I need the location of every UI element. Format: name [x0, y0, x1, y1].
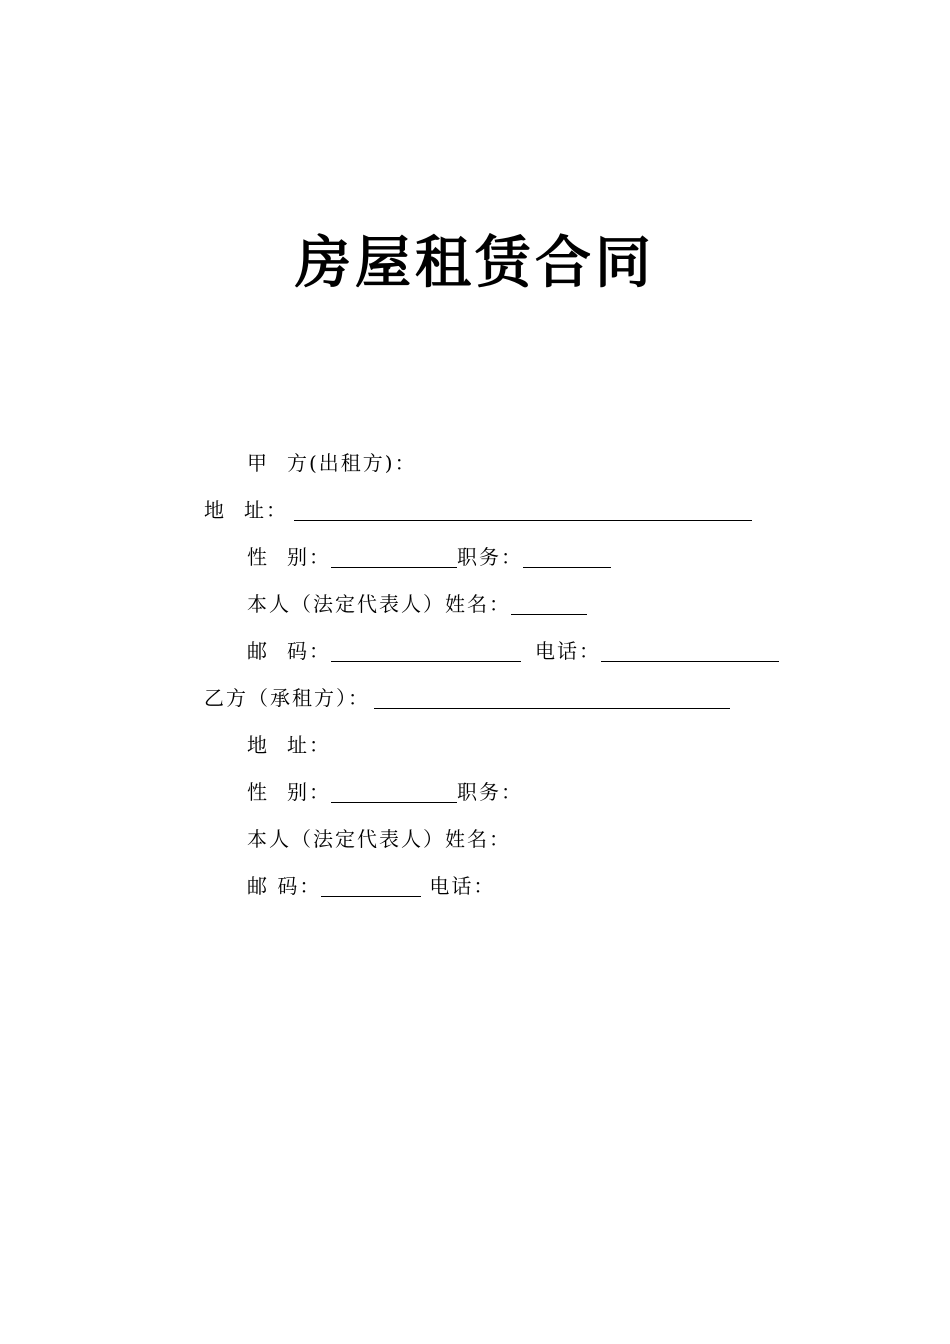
party-b-rep-row [247, 824, 511, 854]
party-a-gender-blank[interactable] [331, 545, 457, 568]
party-b-address-row [247, 730, 331, 760]
party-a-address-row [204, 495, 752, 525]
party-b-name-blank[interactable] [374, 686, 730, 709]
party-a-heading [247, 448, 417, 478]
party-a-postcode-row [247, 636, 779, 666]
party-b-gender-label-2: 别： [287, 780, 331, 804]
party-b-postcode-label: 邮 码： [247, 874, 322, 898]
party-a-phone-label: 电话： [535, 639, 601, 663]
contract-title: 房屋租赁合同 [295, 231, 655, 296]
party-b-position-label: 职务： [457, 780, 523, 804]
party-a-position-blank[interactable] [523, 545, 611, 568]
party-a-postcode-label-1: 邮 [247, 639, 269, 663]
party-b-heading: 乙方（承租方）： [204, 686, 370, 710]
party-b-rep-label: 本人（法定代表人）姓名： [247, 827, 511, 851]
party-a-gender-row [247, 542, 611, 572]
party-b-postcode-blank[interactable] [321, 874, 421, 897]
party-a-phone-blank[interactable] [601, 639, 779, 662]
party-a-gender-label-1: 性 [247, 545, 269, 569]
party-b-address-label-1: 地 [247, 733, 269, 757]
party-b-gender-row [247, 777, 523, 807]
party-a-rep-row [247, 589, 587, 619]
party-b-phone-label: 电话： [429, 874, 496, 898]
party-a-address-label-2: 址： [244, 498, 288, 522]
party-a-gender-label-2: 别： [287, 545, 331, 569]
party-b-heading-row [204, 683, 730, 713]
party-a-position-label: 职务： [457, 545, 523, 569]
party-a-rep-label: 本人（法定代表人）姓名： [247, 592, 511, 616]
party-a-heading-prefix: 甲 [247, 451, 269, 475]
party-a-address-blank[interactable] [294, 498, 752, 521]
party-a-postcode-label-2: 码： [287, 639, 331, 663]
party-b-address-label-2: 址： [287, 733, 331, 757]
party-b-gender-label-1: 性 [247, 780, 269, 804]
party-a-rep-blank[interactable] [511, 592, 587, 615]
party-a-heading-rest: 方(出租方)： [287, 451, 417, 475]
party-a-postcode-blank[interactable] [331, 639, 521, 662]
party-a-address-label-1: 地 [204, 498, 226, 522]
party-b-postcode-row [247, 871, 495, 901]
party-b-gender-blank[interactable] [331, 780, 457, 803]
